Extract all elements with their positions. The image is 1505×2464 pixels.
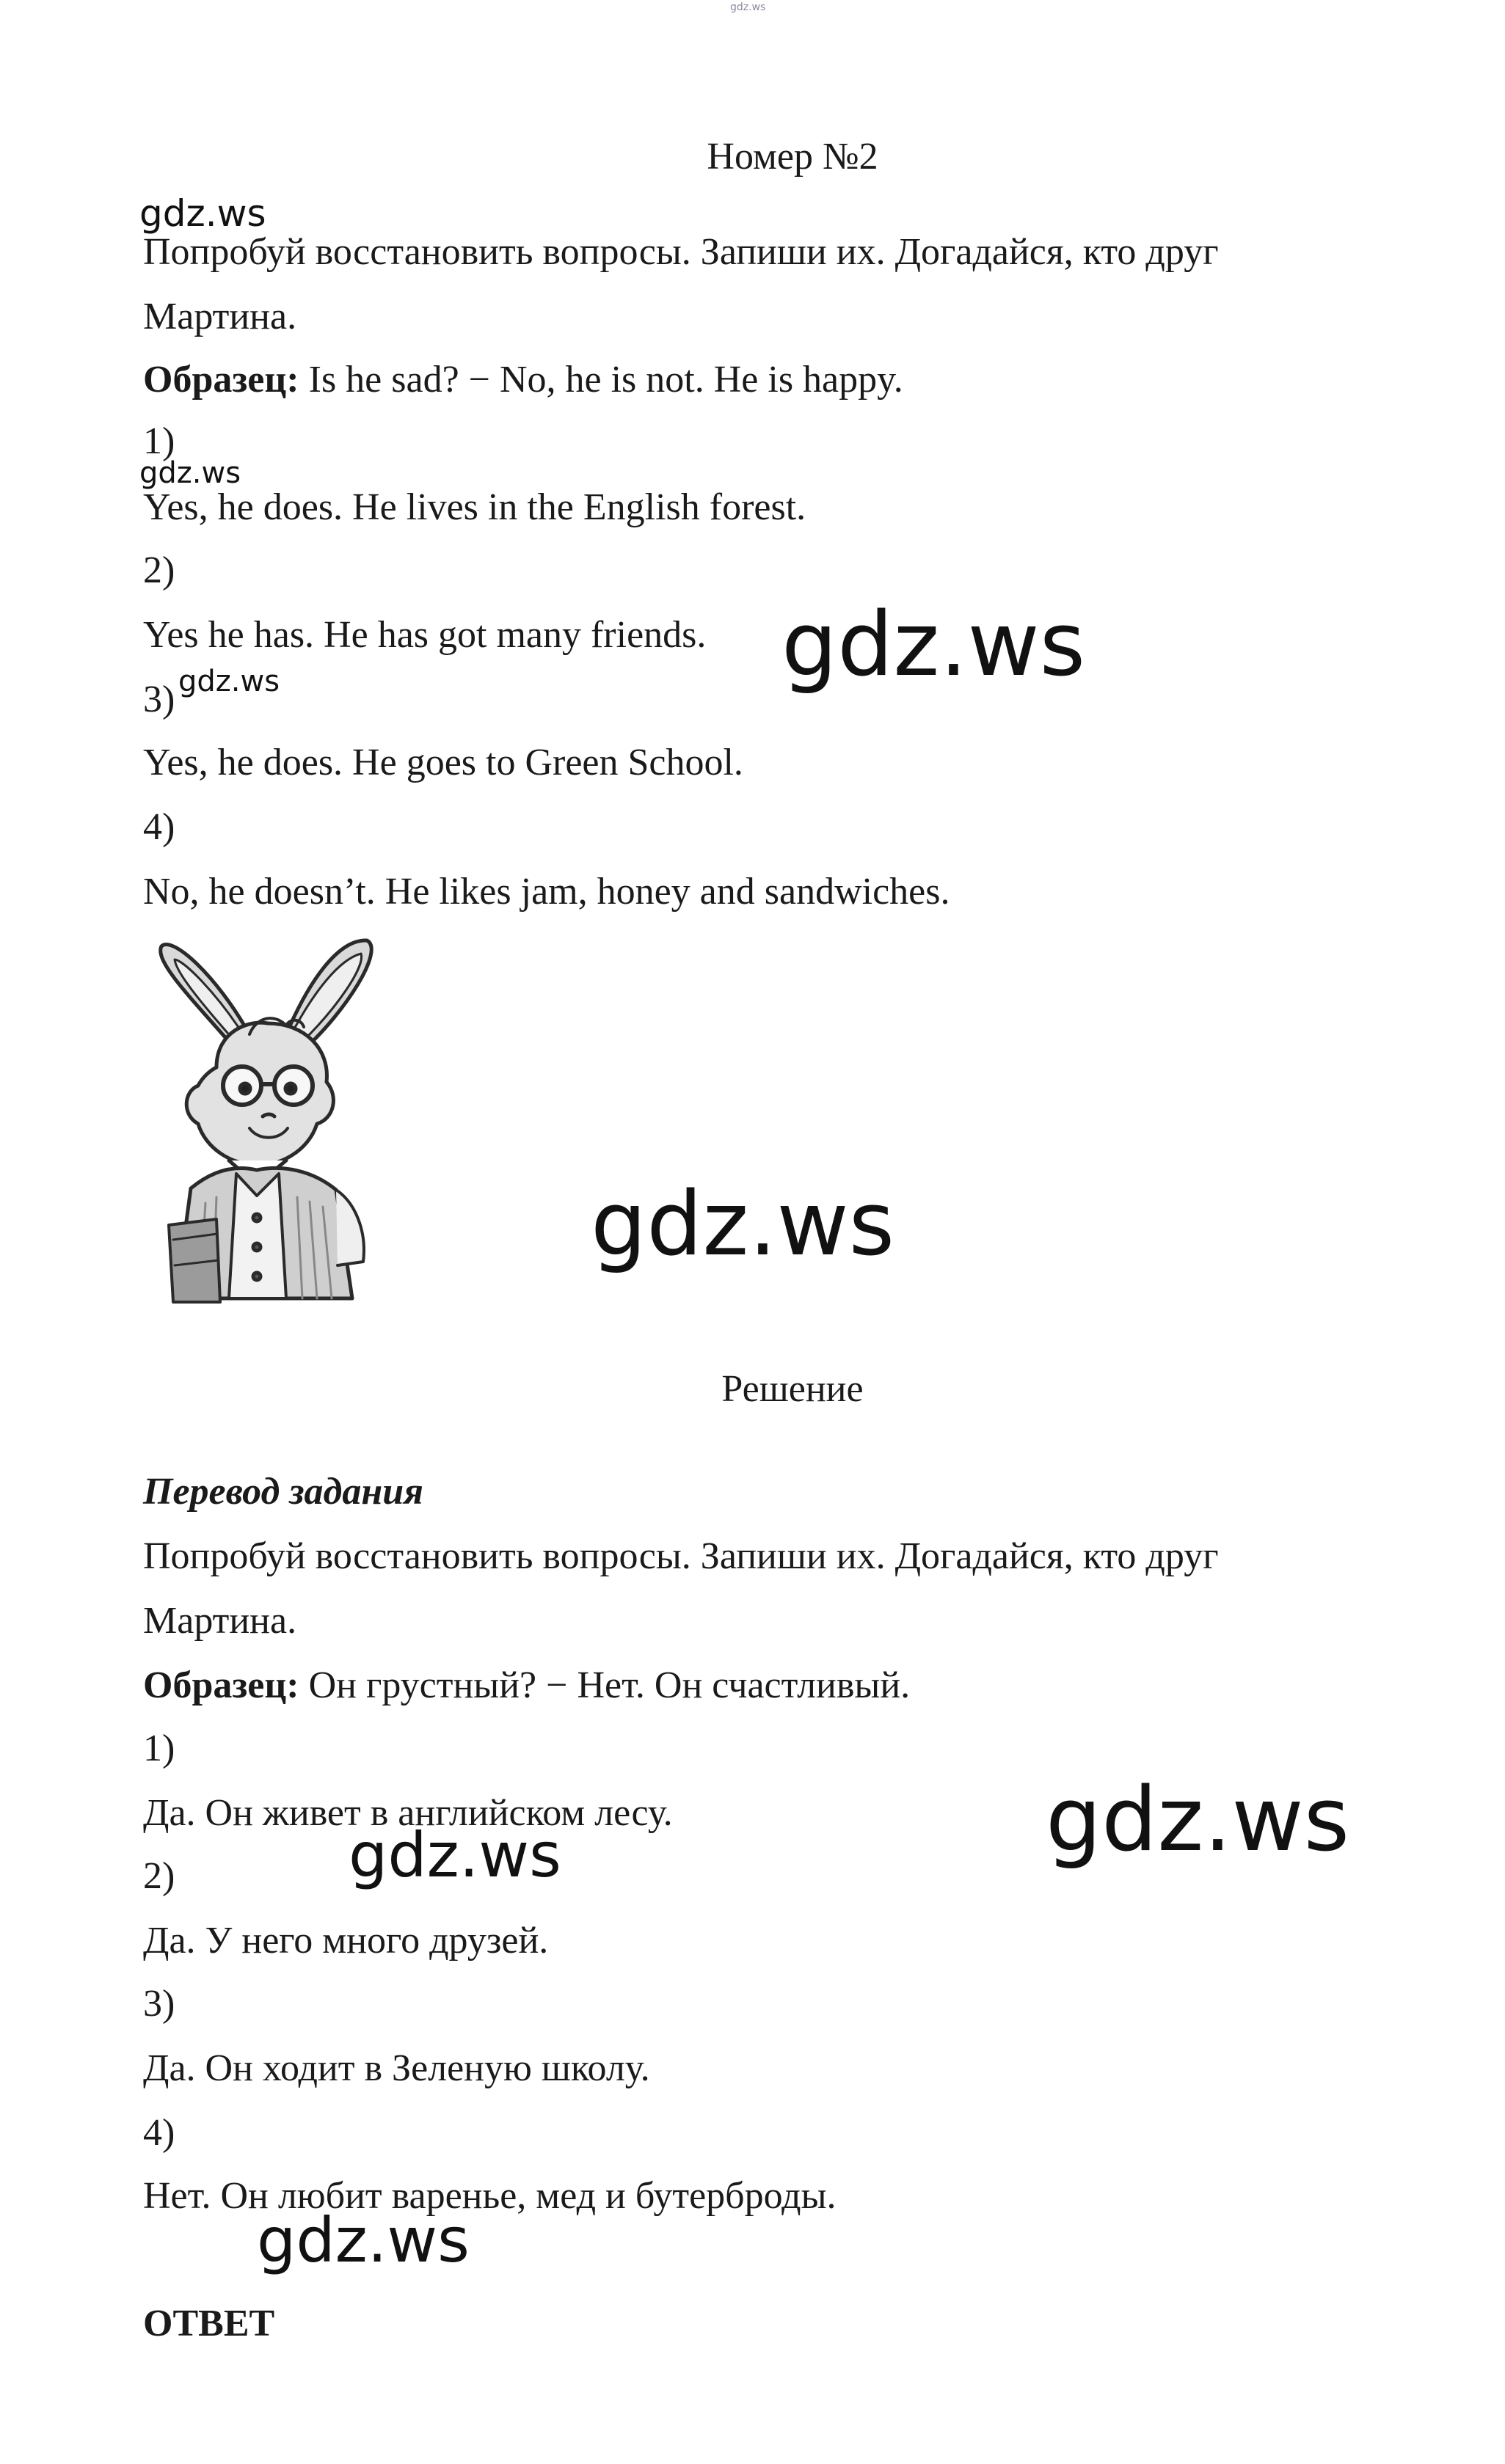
task-item-1-number: 1) xyxy=(143,420,175,462)
task-item-1-answer: Yes, he does. He lives in the English forest. xyxy=(143,486,806,528)
task-item-3-answer: Yes, he does. He goes to Green School. xyxy=(143,742,743,783)
translation-instruction-line-2: Мартина. xyxy=(143,1600,297,1642)
task-sample-label: Образец: xyxy=(143,359,299,401)
task-title: Номер №2 xyxy=(707,136,878,178)
watermark-small: gdz.ws xyxy=(139,192,266,235)
task-instruction-line-1: Попробуй восстановить вопросы. Запиши их. Догадайся, кто друг xyxy=(143,231,1219,273)
watermark-small: gdz.ws xyxy=(139,456,241,490)
translation-heading: Перевод задания xyxy=(143,1471,423,1513)
watermark-medium: gdz.ws xyxy=(349,1819,561,1891)
task-item-2-answer: Yes he has. He has got many friends. xyxy=(143,614,707,656)
rabbit-illustration xyxy=(147,932,389,1306)
translation-item-2-answer: Да. У него много друзей. xyxy=(143,1920,549,1962)
translation-item-1-number: 1) xyxy=(143,1728,175,1769)
watermark-tiny: gdz.ws xyxy=(730,1,766,13)
solution-title: Решение xyxy=(721,1368,864,1410)
task-item-3-number: 3) xyxy=(143,679,175,720)
watermark-small: gdz.ws xyxy=(178,665,280,698)
translation-item-4-number: 4) xyxy=(143,2112,175,2154)
translation-sample-label: Образец: xyxy=(143,1664,299,1706)
answer-heading: ОТВЕТ xyxy=(143,2303,275,2344)
translation-item-3-number: 3) xyxy=(143,1983,175,2025)
translation-instruction-line-1: Попробуй восстановить вопросы. Запиши их. Догадайся, кто друг xyxy=(143,1535,1219,1577)
translation-sample xyxy=(143,1662,910,1709)
translation-item-2-number: 2) xyxy=(143,1855,175,1897)
translation-sample-text: Он грустный? − Нет. Он счастливый. xyxy=(299,1664,911,1706)
task-sample xyxy=(143,357,903,403)
task-sample-text: Is he sad? − No, he is not. He is happy. xyxy=(299,359,903,401)
watermark-large: gdz.ws xyxy=(1046,1769,1350,1871)
task-item-2-number: 2) xyxy=(143,549,175,591)
watermark-large: gdz.ws xyxy=(591,1174,895,1276)
translation-item-1-answer: Да. Он живет в английском лесу. xyxy=(143,1792,673,1834)
task-item-4-answer: No, he doesn’t. He likes jam, honey and sandwiches. xyxy=(143,871,950,913)
watermark-medium: gdz.ws xyxy=(257,2204,470,2276)
translation-item-4-answer: Нет. Он любит варенье, мед и бутерброды. xyxy=(143,2175,837,2217)
task-instruction-line-2: Мартина. xyxy=(143,296,297,337)
task-item-4-number: 4) xyxy=(143,806,175,848)
translation-item-3-answer: Да. Он ходит в Зеленую школу. xyxy=(143,2047,650,2089)
watermark-large: gdz.ws xyxy=(781,594,1086,696)
